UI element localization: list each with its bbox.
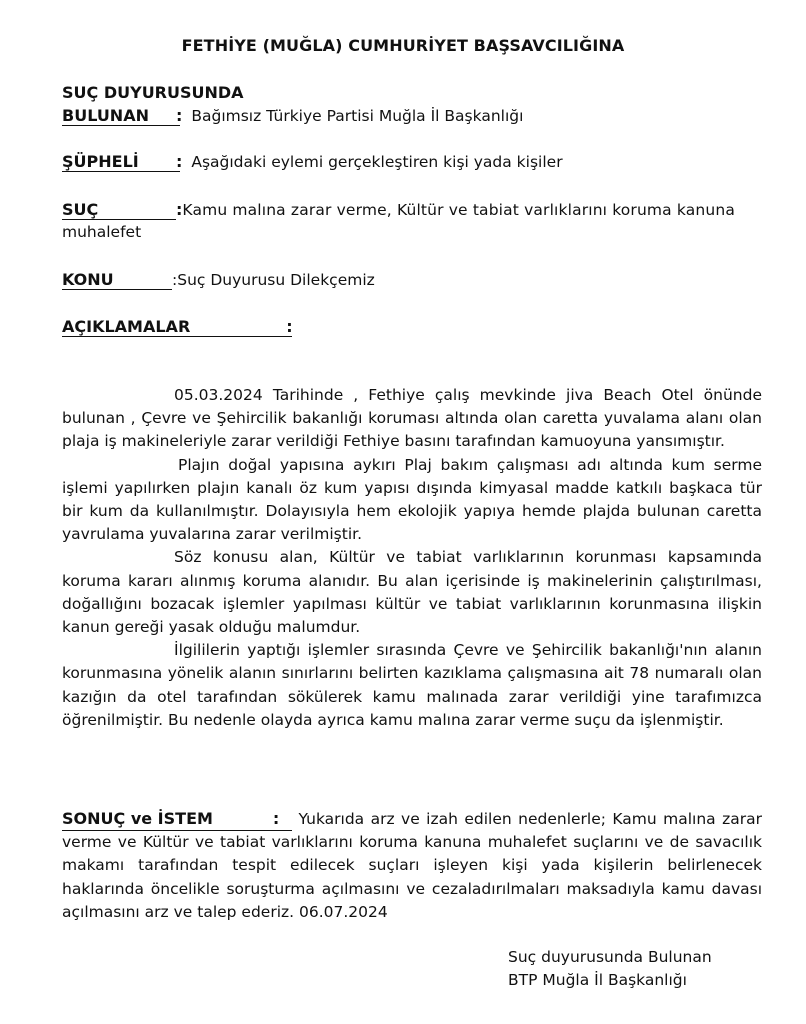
header-label: SUÇ DUYURUSUNDA [62,83,244,102]
field-bulunan-sep: : [176,106,183,125]
field-aciklamalar [62,317,292,337]
field-supheli-sep: : [176,152,183,171]
field-bulunan-value: Bağımsız Türkiye Partisi Muğla İl Başkanlığı [191,107,524,125]
sonuc-section [62,807,762,924]
field-suc-value-line1: Kamu malına zarar verme, Kültür ve tabiat varlıklarını koruma kanuna [182,201,735,219]
field-suc [62,200,735,220]
signature-line1: Suç duyurusunda Bulunan [508,948,712,966]
body-paragraphs [62,384,762,732]
sonuc-text: Yukarıda arz ve izah edilen nedenlerle; Kamu malına zarar verme ve Kültür ve tabiat varlıklarını koruma kanuna muhalefet suçlarını ve de savacılık makamı tarafından tespit edilecek suçları işleyen kişi yada kişilerin belirlenecek haklarında öncelikle soruşturma açılmasını ve cezaladırılmaları maksadıyla kamu davası açılmasını arz ve talep ederiz. 06.07.2024 [62,810,762,921]
field-suc-label: SUÇ [62,200,176,220]
document-title: FETHİYE (MUĞLA) CUMHURİYET BAŞSAVCILIĞINA [181,36,625,55]
field-supheli-value: Aşağıdaki eylemi gerçekleştiren kişi yada kişiler [191,153,563,171]
field-supheli [62,152,563,172]
field-suc-value-line2: muhalefet [62,223,142,241]
paragraph-3: Söz konusu alan, Kültür ve tabiat varlıklarının korunması kapsamında koruma kararı alınmış koruma alanıdır. Bu alan içerisinde iş makinelerinin çalıştırılması, doğallığını bozacak işlemler yapılması kültür ve tabiat varlıklarının korunmasına ilişkin kanun gereği yasak olduğu malumdur. [62,548,762,637]
field-konu-sep: : [172,271,178,289]
field-konu-label: KONU [62,270,172,290]
paragraph-2: Plajın doğal yapısına aykırı Plaj bakım çalışması adı altında kum serme işlemi yapılırken plajın kanalı öz kum yapısı dışında kimyasal madde katkılı başkaca tür bir kum da kullanılmıştır. Dolayısıyla hem ekolojik yapıya hemde plajda bulunan caretta yavrulama yuvalarına zarar verilmiştir. [62,455,762,544]
field-supheli-label: ŞÜPHELİ [62,152,180,172]
field-konu [62,270,375,290]
paragraph-4: İlgililerin yaptığı işlemler sırasında Çevre ve Şehircilik bakanlığı'nın alanın korunmasına yönelik alanın sınırlarını belirten kazıklama çalışmasına ait 78 numaralı olan kazığın da otel tarafından sökülerek kamu malınada zarar verildiği yine tarafımızca öğrenilmiştir. Bu nedenle olayda ayrıca kamu malına zarar verme suçu da işlenmiştir. [62,641,762,729]
paragraph-1: 05.03.2024 Tarihinde , Fethiye çalış mevkinde jiva Beach Otel önünde bulunan , Çevre ve Şehircilik bakanlığı koruması altında olan caretta yuvalama alanı olan plaja iş makineleriyle zarar verildiği Fethiye basını tarafından kamuoyuna yansımıştır. [62,386,762,451]
sonuc-label: SONUÇ ve İSTEM : [62,807,292,831]
field-bulunan [62,106,523,126]
field-bulunan-label: BULUNAN [62,106,180,126]
signature-line2: BTP Muğla İl Başkanlığı [508,971,687,989]
field-konu-value: Suç Duyurusu Dilekçemiz [177,271,375,289]
field-suc-sep: : [176,200,183,219]
field-aciklamalar-label: AÇIKLAMALAR : [62,317,293,336]
